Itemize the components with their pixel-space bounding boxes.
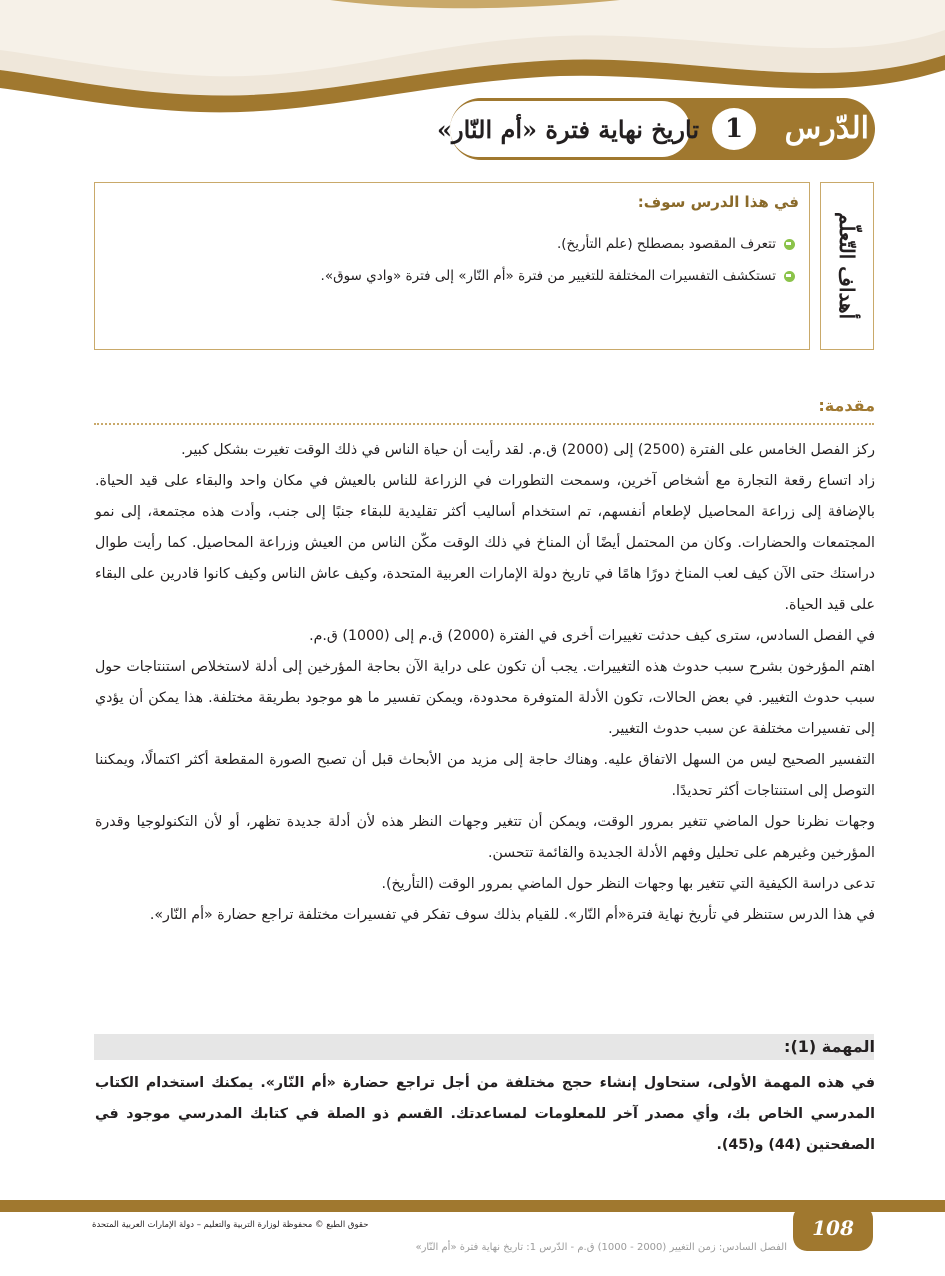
task-heading: المهمة (1): bbox=[784, 1037, 875, 1056]
intro-paragraph: اهتم المؤرخون بشرح سبب حدوث هذه التغييرات. يجب أن تكون على دراية الآن بحاجة المؤرخين إلى أدلة لاستخلاص استنتاجات حول سبب حدوث التغيير. في بعض الحالات، تكون الأدلة المتوفرة محدودة، ويمكن تفسير ما هو موجود بطريقة مختلفة. هذا يمكن أن يؤدي إلى تفسيرات مختلفة عن سبب حدوث التغيير. bbox=[95, 659, 875, 737]
intro-paragraph: في هذا الدرس ستنظر في تأريخ نهاية فترة«أم النّار». للقيام بذلك سوف تفكر في تفسيرات مختلفة تراجع حضارة «أم النّار». bbox=[149, 907, 875, 923]
objective-text: تتعرف المقصود بمصطلح (علم التأريخ). bbox=[556, 236, 776, 252]
intro-paragraph: وجهات نظرنا حول الماضي تتغير بمرور الوقت، ويمكن أن تتغير وجهات النظر هذه لأن أدلة جديدة تظهر، أو لأن التكنولوجيا وقدرة المؤرخين وغيرهم على تحليل وفهم الأدلة الجديدة والقائمة تتحسن. bbox=[95, 814, 875, 861]
intro-paragraph: التفسير الصحيح ليس من السهل الاتفاق عليه. وهناك حاجة إلى مزيد من الأبحاث قبل أن تصبح الصورة المقطعة أكثر اكتمالًا، ويمكننا التوصل إلى استنتاجات أكثر تحديدًا. bbox=[95, 752, 875, 799]
intro-paragraph: تدعى دراسة الكيفية التي تتغير بها وجهات النظر حول الماضي بمرور الوقت (التأريخ). bbox=[381, 876, 875, 892]
intro-paragraph: زاد اتساع رقعة التجارة مع أشخاص آخرين، وسمحت التطورات في الزراعة للناس بالعيش في مكان واحد والبقاء على قيد الحياة. بالإضافة إلى زراعة المحاصيل لإطعام أنفسهم، تم استخدام أساليب أكثر تقليدية للبقاء جنبًا إلى جنب، وأدت هذه مجتمعة، إلى نمو المجتمعات والحضارات. وكان من المحتمل أيضًا أن المناخ في ذلك الوقت مكّن الناس من العيش وزراعة المحاصيل. كما رأيت طوال دراستك حتى الآن كيف لعب المناخ دورًا هامًا في تاريخ دولة الإمارات العربية المتحدة، وكيف عاش الناس وكيف كانوا قادرين على البقاء على قيد الحياة. bbox=[95, 473, 875, 613]
task-text: في هذه المهمة الأولى، ستحاول إنشاء حجج مختلفة من أجل تراجع حضارة «أم النّار». يمكنك استخدام الكتاب المدرسي الخاص بك، وأي مصدر آخر للمعلومات لمساعدتك. القسم ذو الصلة في كتابك المدرسي موجود في الصفحتين (44) و(45). bbox=[95, 1075, 875, 1153]
intro-paragraph: ركز الفصل الخامس على الفترة (2500) إلى (2000) ق.م. لقد رأيت أن حياة الناس في ذلك الوقت تغيرت بشكل كبير. bbox=[181, 442, 875, 458]
page-number: 108 bbox=[812, 1216, 854, 1240]
lesson-label: الدّرس bbox=[784, 111, 869, 146]
intro-divider bbox=[94, 423, 874, 425]
footer-copyright: حقوق الطبع © محفوظة لوزارة التربية والتعليم – دولة الإمارات العربية المتحدة bbox=[92, 1220, 369, 1230]
objective-item bbox=[557, 236, 795, 252]
check-bullet-icon bbox=[784, 239, 795, 250]
objectives-tab-label: أهداف التّعلّم bbox=[835, 212, 859, 320]
lesson-number-badge: 1 bbox=[709, 105, 759, 153]
task-heading-bar bbox=[94, 1034, 874, 1060]
intro-body bbox=[95, 435, 875, 931]
intro-heading: مقدمة: bbox=[818, 396, 875, 415]
footer-chapter-title: الفصل السادس: زمن التغيير (2000 - 1000) ق.م - الدّرس 1: تاريخ نهاية فترة «أم النّار» bbox=[415, 1242, 787, 1253]
objective-text: تستكشف التفسيرات المختلفة للتغيير من فترة «أم النّار» إلى فترة «وادي سوق». bbox=[320, 268, 776, 284]
objectives-intro: في هذا الدرس سوف: bbox=[637, 193, 799, 211]
check-bullet-icon bbox=[784, 271, 795, 282]
intro-paragraph: في الفصل السادس، سترى كيف حدثت تغييرات أخرى في الفترة (2000) ق.م إلى (1000) ق.م. bbox=[309, 628, 875, 644]
lesson-title: تاريخ نهاية فترة «أم النّار» bbox=[437, 115, 699, 144]
objective-item bbox=[321, 268, 795, 284]
